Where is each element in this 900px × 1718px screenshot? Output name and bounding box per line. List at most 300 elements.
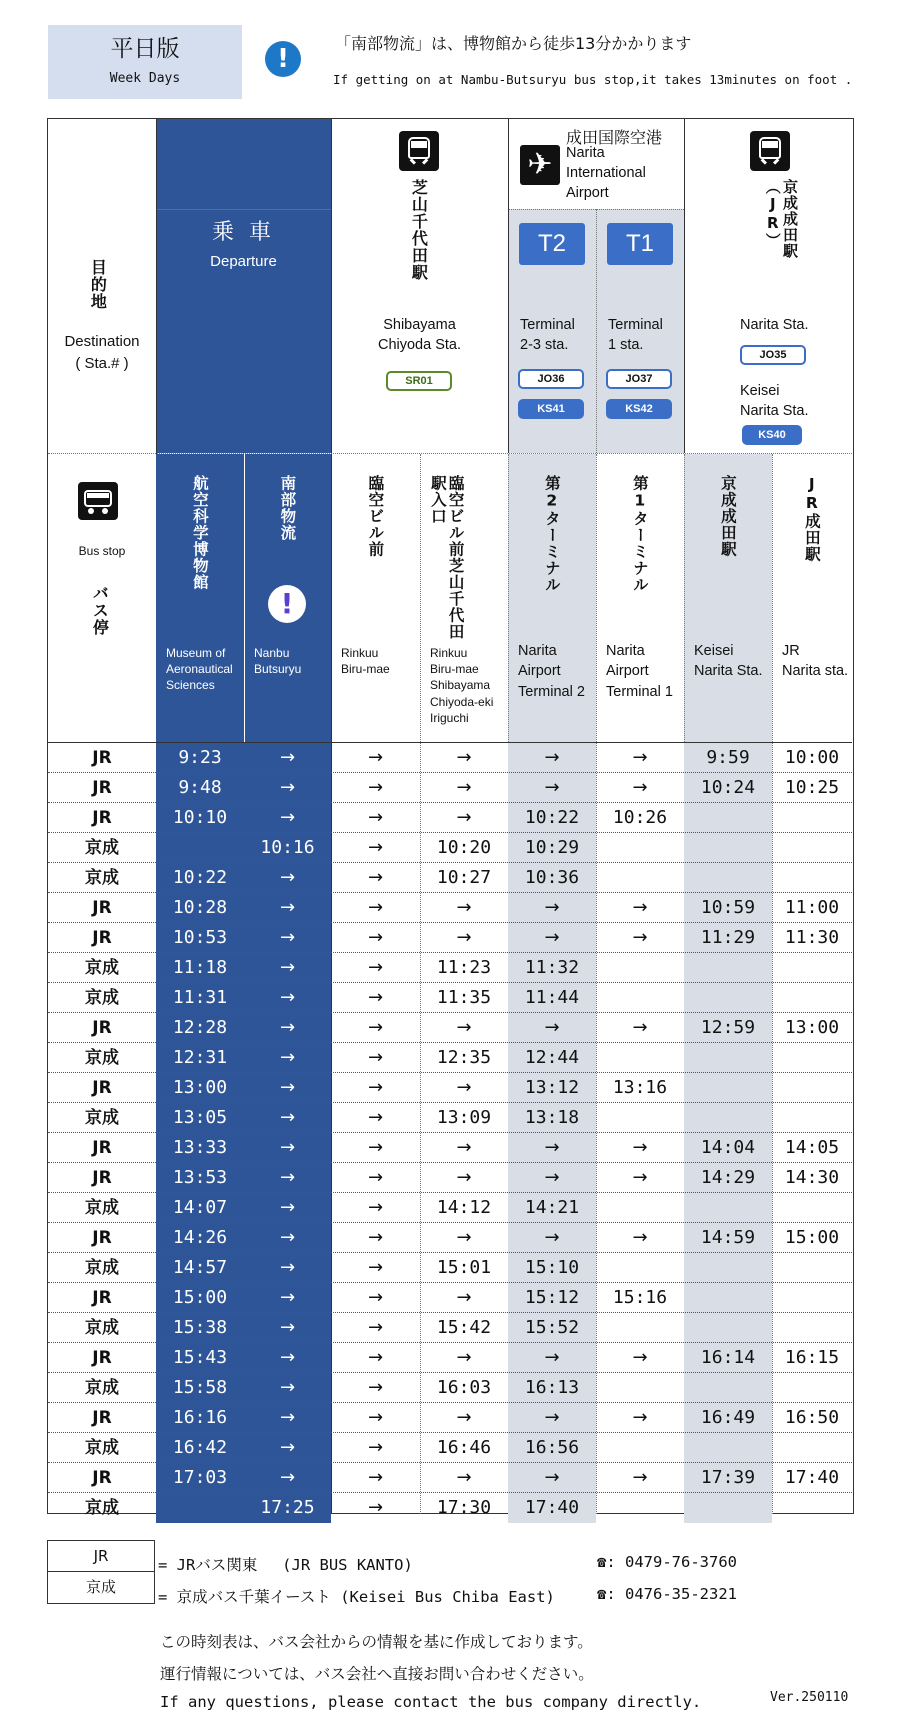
time-cell: → bbox=[456, 777, 472, 798]
time-cell: → bbox=[279, 807, 296, 828]
table-row bbox=[48, 803, 852, 833]
busstop-en: Bus stop bbox=[78, 544, 126, 558]
time-cell: 10:29 bbox=[524, 837, 580, 858]
airport-en2: International bbox=[566, 165, 646, 181]
destination-sta: ( Sta.# ) bbox=[75, 355, 129, 372]
table-row bbox=[48, 773, 852, 803]
time-cell: → bbox=[367, 957, 384, 978]
time-cell: → bbox=[279, 1197, 296, 1218]
time-cell: 15:58 bbox=[172, 1377, 228, 1398]
stop-name-en: Keisei Narita Sta. bbox=[694, 643, 763, 680]
time-cell bbox=[596, 1043, 684, 1073]
time-cell: 13:12 bbox=[524, 1077, 580, 1098]
operator-cell: 京成 bbox=[85, 1438, 119, 1458]
time-cell: 10:24 bbox=[700, 777, 756, 798]
time-cell: 16:42 bbox=[172, 1437, 228, 1458]
stop-name-en: Narita Airport Terminal 2 bbox=[518, 643, 585, 700]
time-cell: 12:59 bbox=[700, 1017, 756, 1038]
time-cell: 10:20 bbox=[436, 837, 492, 858]
time-cell: → bbox=[544, 897, 560, 918]
time-cell: → bbox=[367, 807, 384, 828]
table-row bbox=[48, 1253, 852, 1283]
time-cell bbox=[772, 833, 852, 863]
legend-keisei-phone: ☎: 0476-35-2321 bbox=[597, 1585, 737, 1603]
table-row bbox=[48, 1493, 852, 1523]
table-row bbox=[48, 1223, 852, 1253]
legend-keisei-text: = 京成バス千葉イースト (Keisei Bus Chiba East) bbox=[158, 1588, 555, 1606]
stop-name-ja: 第2ターミナル bbox=[542, 475, 561, 593]
time-cell: → bbox=[279, 987, 296, 1008]
time-cell: → bbox=[279, 1347, 296, 1368]
destination-ja: 目的地 bbox=[88, 259, 108, 310]
time-cell: 13:16 bbox=[612, 1077, 668, 1098]
time-cell bbox=[684, 833, 772, 863]
time-cell: → bbox=[367, 1077, 384, 1098]
time-cell: → bbox=[544, 747, 560, 768]
time-cell: → bbox=[367, 1437, 384, 1458]
stop-name-en: JR Narita sta. bbox=[782, 643, 849, 680]
table-row bbox=[48, 923, 852, 953]
operator-cell: 京成 bbox=[85, 868, 119, 888]
time-cell: → bbox=[367, 1137, 384, 1158]
exclamation-icon: ! bbox=[268, 585, 306, 623]
time-cell: 17:40 bbox=[784, 1467, 840, 1488]
time-cell: 14:57 bbox=[172, 1257, 228, 1278]
time-cell: → bbox=[544, 1227, 560, 1248]
time-cell bbox=[684, 803, 772, 833]
time-cell: 10:00 bbox=[784, 747, 840, 768]
time-cell bbox=[684, 1373, 772, 1403]
time-cell: 17:30 bbox=[436, 1497, 492, 1518]
time-cell bbox=[596, 1103, 684, 1133]
time-cell: → bbox=[367, 1167, 384, 1188]
operator-cell: JR bbox=[92, 1468, 112, 1488]
narita-en2: Keisei bbox=[740, 383, 780, 399]
airport-ja: 成田国際空港 bbox=[566, 128, 663, 147]
time-cell: → bbox=[456, 897, 472, 918]
time-cell: → bbox=[632, 1017, 648, 1038]
legend-jr: JR bbox=[48, 1541, 154, 1572]
time-cell: → bbox=[279, 1167, 296, 1188]
table-row bbox=[48, 1163, 852, 1193]
time-cell: 15:01 bbox=[436, 1257, 492, 1278]
shibayama-ja: 芝山千代田駅 bbox=[409, 179, 429, 281]
stop-name-ja: JR成田駅 bbox=[802, 475, 821, 563]
time-cell: 10:26 bbox=[612, 807, 668, 828]
time-cell bbox=[684, 1193, 772, 1223]
time-cell bbox=[684, 863, 772, 893]
time-cell bbox=[596, 983, 684, 1013]
time-cell: 12:44 bbox=[524, 1047, 580, 1068]
operator-cell: 京成 bbox=[85, 1108, 119, 1128]
time-cell: → bbox=[367, 897, 384, 918]
time-cell: → bbox=[279, 1377, 296, 1398]
time-cell: 16:03 bbox=[436, 1377, 492, 1398]
time-cell: → bbox=[544, 1017, 560, 1038]
time-cell: 10:53 bbox=[172, 927, 228, 948]
time-cell: 11:44 bbox=[524, 987, 580, 1008]
operator-cell: JR bbox=[92, 1408, 112, 1428]
narita-ja: 京成成田駅（JR） bbox=[763, 179, 799, 259]
stop-name-ja: 臨空ビル前芝山千代田駅入口 bbox=[428, 475, 465, 640]
time-cell bbox=[772, 1193, 852, 1223]
time-cell: → bbox=[632, 1227, 648, 1248]
operator-cell: JR bbox=[92, 1228, 112, 1248]
time-cell: → bbox=[456, 1227, 472, 1248]
time-cell: 14:04 bbox=[700, 1137, 756, 1158]
timetable bbox=[47, 118, 854, 1518]
time-cell: → bbox=[544, 1167, 560, 1188]
time-cell: 10:36 bbox=[524, 867, 580, 888]
legend-jr-phone: ☎: 0479-76-3760 bbox=[597, 1553, 737, 1571]
operator-cell: JR bbox=[92, 1348, 112, 1368]
time-cell: 12:31 bbox=[172, 1047, 228, 1068]
table-row bbox=[48, 1463, 852, 1493]
stop-name-en: Rinkuu Biru-mae Shibayama Chiyoda-eki Iriguchi bbox=[430, 646, 494, 725]
legend-jr-text: = JRバス関東 (JR BUS KANTO) bbox=[158, 1556, 413, 1574]
time-cell: 14:30 bbox=[784, 1167, 840, 1188]
bus-icon bbox=[78, 482, 118, 520]
narita-en1: Narita Sta. bbox=[740, 317, 809, 333]
footer-line-2: 運行情報については、バス会社へ直接お問い合わせください。 bbox=[160, 1665, 594, 1683]
time-cell: 13:18 bbox=[524, 1107, 580, 1128]
time-cell: 10:16 bbox=[260, 837, 315, 858]
table-row bbox=[48, 1193, 852, 1223]
weekday-badge bbox=[48, 25, 242, 99]
time-cell bbox=[684, 1433, 772, 1463]
time-cell bbox=[684, 953, 772, 983]
table-row bbox=[48, 1343, 852, 1373]
time-cell: → bbox=[279, 867, 296, 888]
time-cell: 14:29 bbox=[700, 1167, 756, 1188]
time-cell bbox=[596, 953, 684, 983]
time-cell: 12:28 bbox=[172, 1017, 228, 1038]
time-cell: 13:53 bbox=[172, 1167, 228, 1188]
time-cell: → bbox=[367, 1407, 384, 1428]
time-cell: 10:22 bbox=[524, 807, 580, 828]
time-cell bbox=[684, 1313, 772, 1343]
terminal-1-badge: T1 bbox=[607, 223, 673, 265]
time-cell: → bbox=[279, 1077, 296, 1098]
time-cell: → bbox=[456, 927, 472, 948]
shibayama-en2: Chiyoda Sta. bbox=[377, 337, 462, 353]
time-cell: 15:16 bbox=[612, 1287, 668, 1308]
code-ks42: KS42 bbox=[606, 399, 672, 419]
time-cell bbox=[684, 1043, 772, 1073]
train-icon bbox=[399, 131, 439, 171]
time-cell: → bbox=[367, 1377, 384, 1398]
departure-header bbox=[156, 119, 331, 453]
time-cell bbox=[596, 1253, 684, 1283]
time-cell: → bbox=[456, 1467, 472, 1488]
table-row bbox=[48, 1013, 852, 1043]
time-cell: 13:00 bbox=[172, 1077, 228, 1098]
badge-title-en: Week Days bbox=[109, 71, 181, 86]
stop-name-en: Rinkuu Biru-mae bbox=[341, 646, 390, 677]
table-row bbox=[48, 1283, 852, 1313]
time-cell: → bbox=[279, 927, 296, 948]
notice-exclamation-icon: ! bbox=[265, 41, 301, 77]
operator-cell: 京成 bbox=[85, 838, 119, 858]
destination-en: Destination bbox=[64, 333, 140, 350]
footer-line-3: If any questions, please contact the bus company directly. bbox=[160, 1693, 702, 1711]
time-cell: → bbox=[456, 807, 472, 828]
narita-header bbox=[684, 119, 854, 453]
time-cell: 11:32 bbox=[524, 957, 580, 978]
time-cell: 12:35 bbox=[436, 1047, 492, 1068]
time-cell: 16:13 bbox=[524, 1377, 580, 1398]
time-cell: 15:52 bbox=[524, 1317, 580, 1338]
time-cell bbox=[596, 1193, 684, 1223]
time-cell: 17:40 bbox=[524, 1497, 580, 1518]
stop-name-en: Nanbu Butsuryu bbox=[254, 646, 302, 677]
version-label: Ver.250110 bbox=[770, 1690, 849, 1705]
airport-en1: Narita bbox=[566, 145, 605, 161]
time-cell: 11:23 bbox=[436, 957, 492, 978]
time-cell: 16:16 bbox=[172, 1407, 228, 1428]
time-cell: 10:25 bbox=[784, 777, 840, 798]
time-cell: → bbox=[279, 1317, 296, 1338]
time-cell: → bbox=[632, 927, 648, 948]
time-cell bbox=[596, 1493, 684, 1523]
operator-cell: JR bbox=[92, 1288, 112, 1308]
operator-legend bbox=[47, 1540, 155, 1604]
legend-keisei: 京成 bbox=[85, 1578, 116, 1596]
time-cell bbox=[684, 1283, 772, 1313]
time-cell: 14:07 bbox=[172, 1197, 228, 1218]
table-row bbox=[48, 1103, 852, 1133]
time-cell: 9:48 bbox=[178, 777, 222, 798]
time-cell: → bbox=[367, 1197, 384, 1218]
time-cell: 9:59 bbox=[706, 747, 750, 768]
time-cell: → bbox=[279, 1407, 296, 1428]
time-cell: → bbox=[279, 1137, 296, 1158]
stop-name-ja: 航空科学博物館 bbox=[190, 475, 209, 591]
time-cell: 11:00 bbox=[784, 897, 840, 918]
time-cell: 14:21 bbox=[524, 1197, 580, 1218]
time-cell bbox=[772, 1253, 852, 1283]
time-cell: 10:28 bbox=[172, 897, 228, 918]
operator-cell: 京成 bbox=[85, 958, 119, 978]
t1-en2: 1 sta. bbox=[608, 337, 644, 353]
time-cell: → bbox=[456, 1287, 472, 1308]
time-cell: 17:03 bbox=[172, 1467, 228, 1488]
time-cell: → bbox=[367, 1017, 384, 1038]
time-cell: → bbox=[367, 1497, 384, 1518]
operator-cell: JR bbox=[92, 928, 112, 948]
table-row bbox=[48, 893, 852, 923]
stop-name-en: Narita Airport Terminal 1 bbox=[606, 643, 673, 700]
time-cell bbox=[772, 1433, 852, 1463]
airplane-icon: ✈ bbox=[520, 145, 560, 185]
time-cell: 15:42 bbox=[436, 1317, 492, 1338]
time-cell: 11:18 bbox=[172, 957, 228, 978]
notice-text-ja: 「南部物流」は、博物館から徒歩13分かかります bbox=[335, 34, 692, 53]
table-row bbox=[48, 743, 852, 773]
time-cell: → bbox=[632, 1137, 648, 1158]
time-cell: 16:14 bbox=[700, 1347, 756, 1368]
table-row bbox=[48, 1073, 852, 1103]
time-cell bbox=[596, 833, 684, 863]
code-sr01: SR01 bbox=[386, 371, 452, 391]
time-cell: → bbox=[632, 747, 648, 768]
table-row bbox=[48, 1373, 852, 1403]
time-cell: 16:49 bbox=[700, 1407, 756, 1428]
operator-cell: 京成 bbox=[85, 1498, 119, 1518]
stop-name-ja: 京成成田駅 bbox=[718, 475, 737, 558]
time-cell: 11:30 bbox=[784, 927, 840, 948]
badge-title-ja: 平日版 bbox=[110, 36, 180, 62]
time-cell bbox=[772, 1103, 852, 1133]
time-cell: 14:12 bbox=[436, 1197, 492, 1218]
time-cell: → bbox=[367, 837, 384, 858]
time-cell: 10:27 bbox=[436, 867, 492, 888]
time-cell: → bbox=[544, 1137, 560, 1158]
code-jo36: JO36 bbox=[518, 369, 584, 389]
time-cell: → bbox=[279, 1257, 296, 1278]
departure-label-ja: 乗 車 bbox=[212, 220, 275, 245]
time-cell: → bbox=[279, 1467, 296, 1488]
time-cell bbox=[772, 863, 852, 893]
time-cell: → bbox=[544, 1407, 560, 1428]
time-cell: → bbox=[544, 1347, 560, 1368]
t2-en1: Terminal bbox=[520, 317, 575, 333]
operator-cell: JR bbox=[92, 1138, 112, 1158]
time-cell: 9:23 bbox=[178, 747, 222, 768]
table-row bbox=[48, 863, 852, 893]
time-cell: → bbox=[367, 1227, 384, 1248]
time-cell: → bbox=[279, 1107, 296, 1128]
time-cell: 13:33 bbox=[172, 1137, 228, 1158]
time-cell bbox=[684, 1073, 772, 1103]
operator-cell: JR bbox=[92, 808, 112, 828]
time-cell: 15:00 bbox=[172, 1287, 228, 1308]
time-cell: → bbox=[279, 897, 296, 918]
time-cell: → bbox=[279, 1437, 296, 1458]
time-cell: → bbox=[367, 987, 384, 1008]
time-cell bbox=[772, 953, 852, 983]
code-ks40: KS40 bbox=[742, 425, 802, 445]
t1-en1: Terminal bbox=[608, 317, 663, 333]
time-cell bbox=[772, 983, 852, 1013]
time-cell: → bbox=[279, 1227, 296, 1248]
narita-en3: Narita Sta. bbox=[740, 403, 809, 419]
time-cell: → bbox=[367, 777, 384, 798]
time-cell bbox=[596, 1373, 684, 1403]
time-cell: → bbox=[279, 957, 296, 978]
table-row bbox=[48, 1403, 852, 1433]
time-cell: → bbox=[367, 927, 384, 948]
destination-header bbox=[48, 119, 156, 453]
table-row bbox=[48, 1313, 852, 1343]
time-cell: → bbox=[367, 747, 384, 768]
time-cell: → bbox=[632, 1167, 648, 1188]
time-cell bbox=[596, 1313, 684, 1343]
shibayama-header bbox=[331, 119, 508, 453]
time-cell: 15:12 bbox=[524, 1287, 580, 1308]
operator-cell: JR bbox=[92, 1078, 112, 1098]
train-icon bbox=[750, 131, 790, 171]
operator-cell: JR bbox=[92, 778, 112, 798]
time-cell: → bbox=[279, 777, 296, 798]
time-cell: 15:10 bbox=[524, 1257, 580, 1278]
time-cell bbox=[596, 1433, 684, 1463]
time-cell: 13:09 bbox=[436, 1107, 492, 1128]
time-cell bbox=[772, 803, 852, 833]
time-cell: → bbox=[279, 1287, 296, 1308]
time-cell: → bbox=[367, 1257, 384, 1278]
time-cell bbox=[596, 863, 684, 893]
operator-cell: 京成 bbox=[85, 1378, 119, 1398]
time-cell: 14:05 bbox=[784, 1137, 840, 1158]
time-cell: → bbox=[632, 897, 648, 918]
time-cell bbox=[156, 1493, 244, 1523]
time-cell: 10:59 bbox=[700, 897, 756, 918]
code-jo37: JO37 bbox=[606, 369, 672, 389]
time-cell: → bbox=[367, 1317, 384, 1338]
time-cell: 15:38 bbox=[172, 1317, 228, 1338]
time-cell: 10:10 bbox=[172, 807, 228, 828]
stop-name-en: Museum of Aeronautical Sciences bbox=[166, 646, 233, 693]
time-cell bbox=[772, 1313, 852, 1343]
table-row bbox=[48, 833, 852, 863]
time-cell: → bbox=[456, 1077, 472, 1098]
time-cell: 10:22 bbox=[172, 867, 228, 888]
time-cell: → bbox=[279, 1047, 296, 1068]
time-cell: 16:46 bbox=[436, 1437, 492, 1458]
time-cell bbox=[684, 1253, 772, 1283]
time-cell: → bbox=[367, 867, 384, 888]
time-cell: → bbox=[632, 1467, 648, 1488]
time-cell bbox=[772, 1373, 852, 1403]
time-cell: → bbox=[632, 1347, 648, 1368]
operator-cell: JR bbox=[92, 1168, 112, 1188]
time-cell: → bbox=[456, 1347, 472, 1368]
time-cell: → bbox=[632, 777, 648, 798]
time-cell: → bbox=[456, 1167, 472, 1188]
operator-cell: JR bbox=[92, 1018, 112, 1038]
time-cell: → bbox=[456, 1017, 472, 1038]
time-cell bbox=[772, 1073, 852, 1103]
time-cell: 15:00 bbox=[784, 1227, 840, 1248]
t2-en2: 2-3 sta. bbox=[520, 337, 569, 353]
time-cell: → bbox=[632, 1407, 648, 1428]
time-cell bbox=[772, 1043, 852, 1073]
code-jo35: JO35 bbox=[740, 345, 806, 365]
time-cell: → bbox=[367, 1467, 384, 1488]
time-cell: → bbox=[367, 1047, 384, 1068]
time-cell: → bbox=[456, 1137, 472, 1158]
operator-cell: JR bbox=[92, 898, 112, 918]
operator-cell: 京成 bbox=[85, 988, 119, 1008]
time-cell: 14:26 bbox=[172, 1227, 228, 1248]
time-cell: → bbox=[544, 1467, 560, 1488]
time-cell: → bbox=[544, 927, 560, 948]
time-cell: 17:25 bbox=[260, 1497, 315, 1518]
notice-text-en: If getting on at Nambu-Butsuryu bus stop,it takes 13minutes on foot . bbox=[333, 72, 853, 87]
table-row bbox=[48, 1433, 852, 1463]
table-row bbox=[48, 1133, 852, 1163]
time-cell: 13:00 bbox=[784, 1017, 840, 1038]
time-cell: 11:29 bbox=[700, 927, 756, 948]
time-cell: → bbox=[367, 1287, 384, 1308]
operator-cell: 京成 bbox=[85, 1318, 119, 1338]
time-cell: 16:15 bbox=[784, 1347, 840, 1368]
footer-line-1: この時刻表は、バス会社からの情報を基に作成しております。 bbox=[160, 1633, 593, 1651]
time-cell: → bbox=[456, 1407, 472, 1428]
time-cell bbox=[684, 983, 772, 1013]
narita-ja-block bbox=[750, 179, 798, 299]
